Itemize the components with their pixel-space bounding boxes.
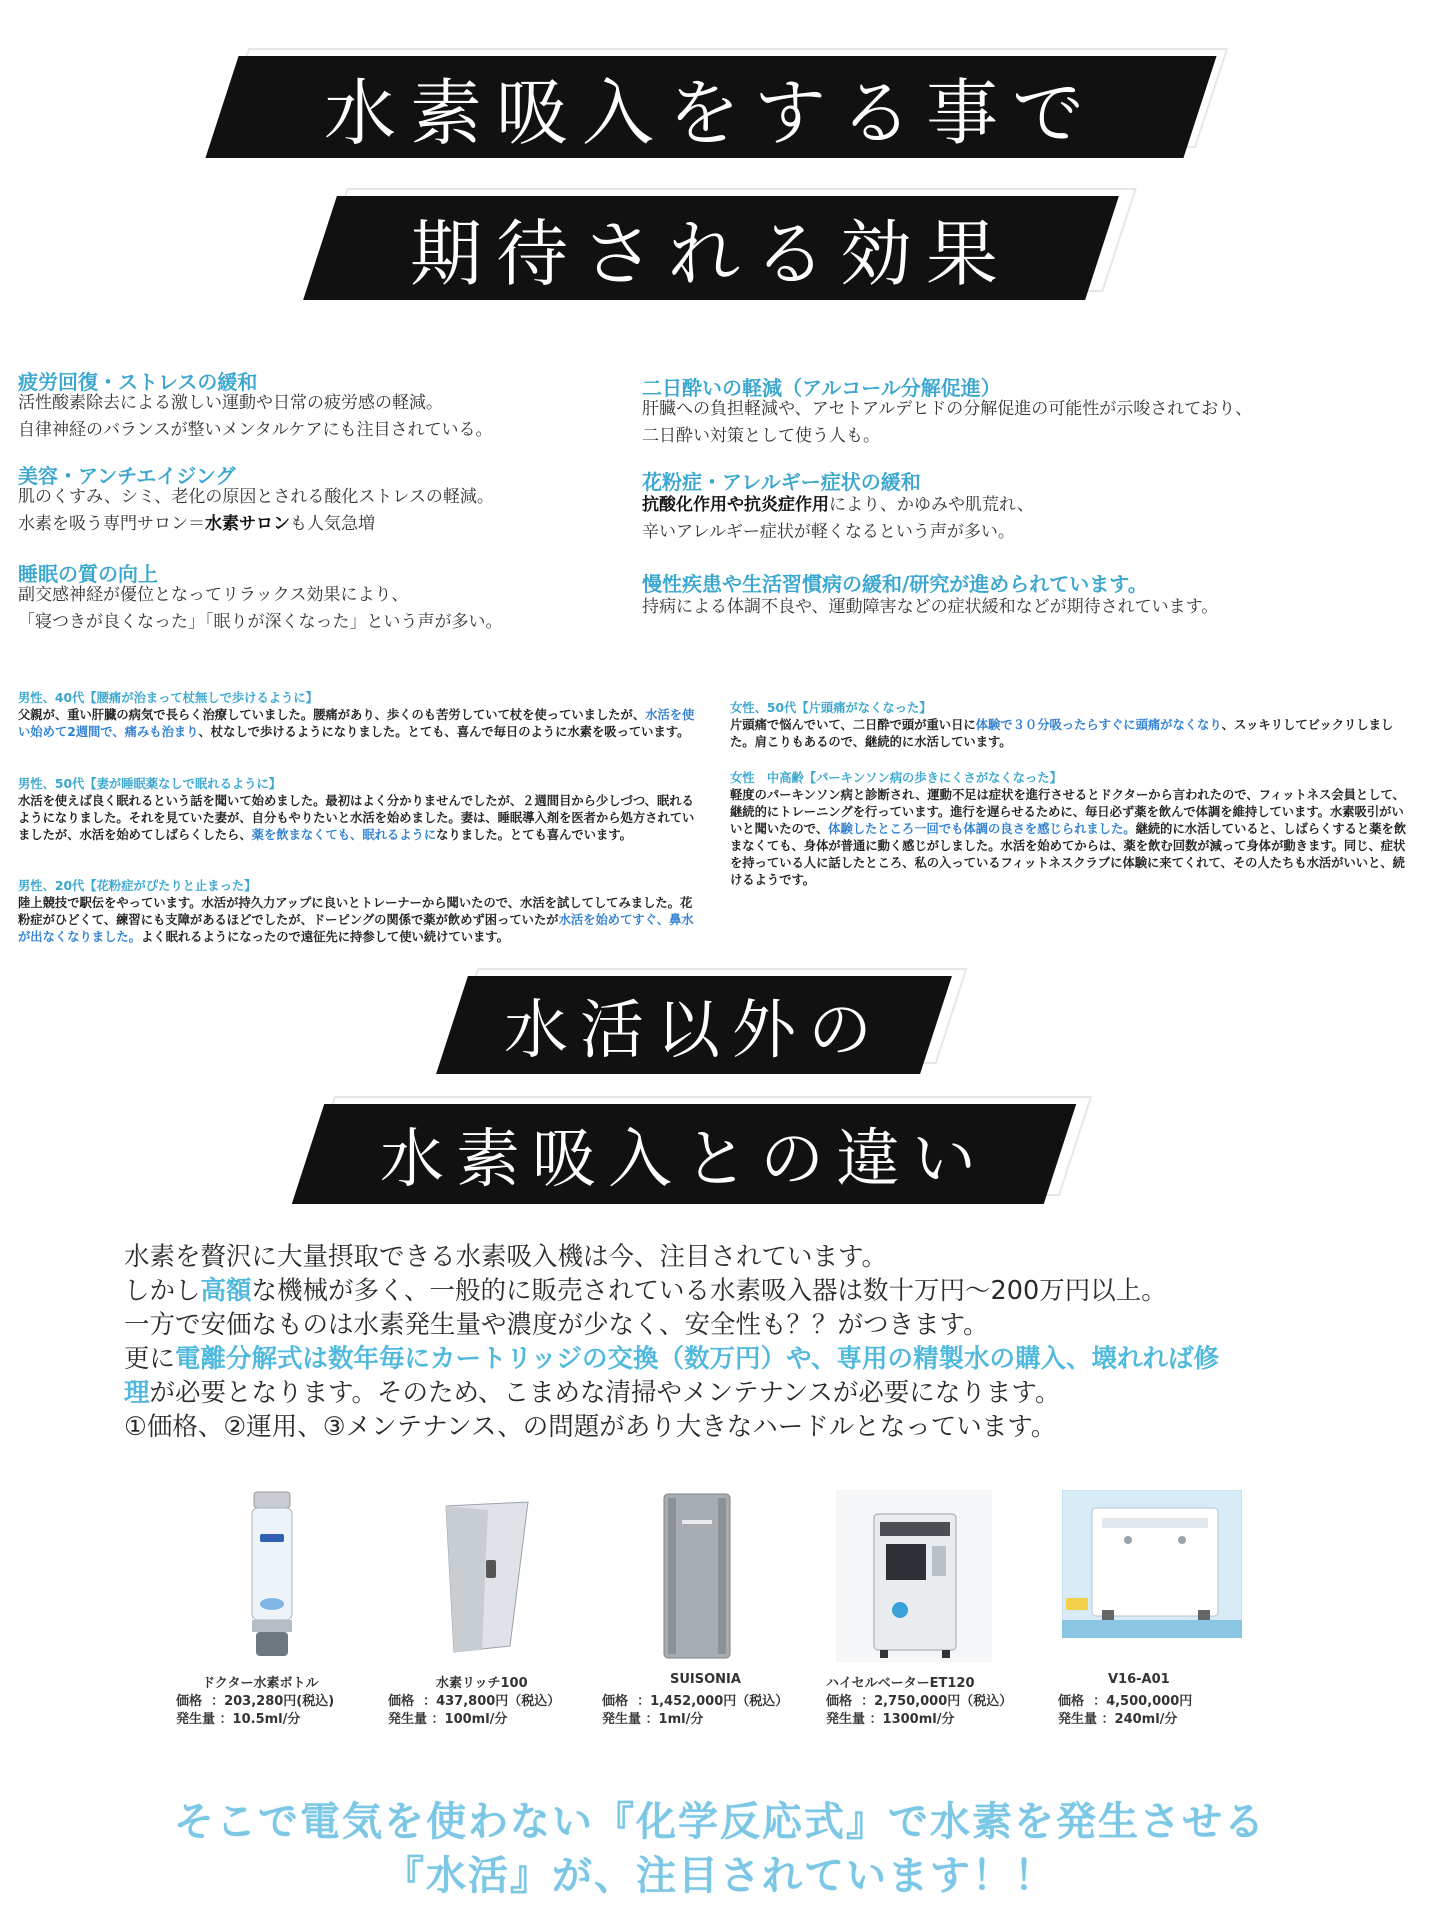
product-name: V16-A01 (1108, 1672, 1170, 1687)
effect-body-allergy: 抗酸化作用や抗炎症作用により、かゆみや肌荒れ、 辛いアレルギー症状が軽くなるという声が多い。 (642, 495, 1035, 542)
testimonial-5: 女性 中高齢【パーキンソン病の歩きにくさがなくなった】 軽度のパーキンソン病と診断され、運動不足は症状を進行させるとドクターから言われたので、フィットネス会員として、継続的にトレーニングを行っています。進行を遅らせるために、毎日必ず薬を飲んで体調を維持しています。水素吸引がいいと聞いたので、体験したところ一回でも体調の良さを感じられました。継続的に水活していると、しばらくすると薬を飲まなくても、身体が普通に動く感じがしました。水活を始めてからは、薬を飲む回数が減って身体が動きます。同じ、症状を持っている人に話したところ、私の入っているフィットネスクラブに体験に来てくれて、その人たちも水活がいいと、続けるようです。 (730, 771, 1407, 887)
effect-title-hangover: 二日酔いの軽減（アルコール分解促進） (642, 376, 1001, 400)
product-output-row: 発生量 ：1ml/分 (602, 1712, 704, 1727)
banner-title: 水素吸入との違い (380, 1123, 988, 1197)
product-price-row: 価格 ：4,500,000円 (1058, 1694, 1193, 1709)
product-output-row: 発生量 ：10.5ml/分 (176, 1712, 301, 1727)
product-name: ハイセルベーターET120 (826, 1676, 975, 1691)
cta-line-1: そこで電気を使わない『化学反応式』で水素を発生させる (174, 1799, 1266, 1845)
product-price-row: 価格 ：203,280円(税込) (176, 1694, 335, 1709)
testimonial-1: 男性、40代【腰痛が治まって杖無しで歩けるように】 父親が、重い肝臓の病気で長らく治療していました。腰痛があり、歩くのも苦労していて杖を使っていましたが、水活を使い始めて2週間で、痛みも治まり、杖なしで歩けるようになりました。とても、喜んで毎日のように水素を吸っています。 (18, 691, 695, 739)
testimonial-4: 女性、50代【片頭痛がなくなった】 片頭痛で悩んでいて、二日酔で頭が重い日に体験で３０分吸ったらすぐに頭痛がなくなり、スッキリしてビックリしました。肩こりもあるので、継続的に水活しています。 (730, 701, 1394, 749)
effect-body-beauty: 肌のくすみ、シミ、老化の原因とされる酸化ストレスの軽減。 水素を吸う専門サロン＝水素サロンも人気急増 (18, 487, 494, 534)
comparison-intro: 水素を贅沢に大量摂取できる水素吸入機は今、注目されています。 しかし高額な機械が多く、一般的に販売されている水素吸入器は数十万円～200万円以上。 一方で安価なものは水素発生量や濃度が少なく、安全性も？？がつきます。 更に電離分解式は数年毎にカートリッジの交換（数万円）や、専用の精製水の購入、壊れれば修 理が必要となります。そのため、こまめな清掃やメンテナンスが必要になります。 ①価格、②運用、③メンテナンス、の問題があり大きなハードルとなっています。 (124, 1242, 1219, 1442)
effect-body-sleep: 副交感神経が優位となってリラックス効果により、 「寝つきが良くなった」「眠りが深くなった」という声が多い。 (18, 585, 503, 632)
suisonia-image (658, 1492, 736, 1660)
product-output-row: 発生量 ：1300ml/分 (826, 1712, 955, 1727)
product-price-row: 価格 ：437,800円（税込） (388, 1694, 561, 1709)
product-output-row: 発生量 ：100ml/分 (388, 1712, 508, 1727)
product-name: ドクター水素ボトル (202, 1676, 319, 1691)
banner-title: 水素吸入をする事で (323, 71, 1098, 155)
testimonial-2: 男性、50代【妻が睡眠薬なしで眠れるように】 水活を使えば良く眠れるという話を聞いて始めました。最初はよく分かりませんでしたが、２週間目から少しづつ、眠れるようになりました。それを見ていた妻が、自分もやりたいと水活を始めました。妻は、睡眠導入剤を医者から処方されていましたが、水活を始めてしばらくしたら、薬を飲まなくても、眠れるようになりました。とても喜んでいます。 (18, 777, 695, 842)
effect-title-chronic: 慢性疾患や生活習慣病の緩和/研究が進められています。 (642, 572, 1148, 596)
hydrogen-bottle-image (244, 1490, 300, 1660)
testimonial-3: 男性、20代【花粉症がぴたりと止まった】 陸上競技で駅伝をやっています。水活が持久力アップに良いとトレーナーから聞いたので、水活を試してしてみました。花粉症がひどくて、練習にも支障があるほどでしたが、ドーピングの関係で薬が飲めず困っていたが水活を始めてすぐ、鼻水が出なくなりました。よく眠れるようになったので遠征先に持参して使い続けています。 (18, 879, 694, 944)
v16-a01-image (1062, 1490, 1242, 1638)
banner-title: 期待される効果 (409, 212, 1012, 296)
effect-body-fatigue: 活性酸素除去による激しい運動や日常の疲労感の軽減。 自律神経のバランスが整いメンタルケアにも注目されている。 (18, 393, 493, 440)
hycellvator-image (836, 1490, 992, 1662)
product-price-row: 価格 ：2,750,000円（税込） (826, 1694, 1013, 1709)
product-price-row: 価格 ：1,452,000円（税込） (602, 1694, 789, 1709)
banner-title: 水活以外の (504, 994, 884, 1068)
product-output-row: 発生量 ：240ml/分 (1058, 1712, 1178, 1727)
effect-body-hangover: 肝臓への負担軽減や、アセトアルデヒドの分解促進の可能性が示唆されており、 二日酔い対策として使う人も。 (642, 399, 1253, 446)
effect-title-allergy: 花粉症・アレルギー症状の緩和 (642, 470, 921, 494)
hydrogen-rich-image (436, 1496, 536, 1656)
effect-title-sleep: 睡眠の質の向上 (18, 562, 158, 586)
effect-title-beauty: 美容・アンチエイジング (18, 464, 236, 488)
effect-body-chronic: 持病による体調不良や、運動障害などの症状緩和などが期待されています。 (642, 597, 1219, 617)
cta-line-2: 『水活』が、注目されています！！ (384, 1853, 1056, 1899)
product-name: 水素リッチ100 (436, 1676, 528, 1691)
effect-title-fatigue: 疲労回復・ストレスの緩和 (18, 370, 258, 394)
product-name: SUISONIA (670, 1672, 741, 1687)
